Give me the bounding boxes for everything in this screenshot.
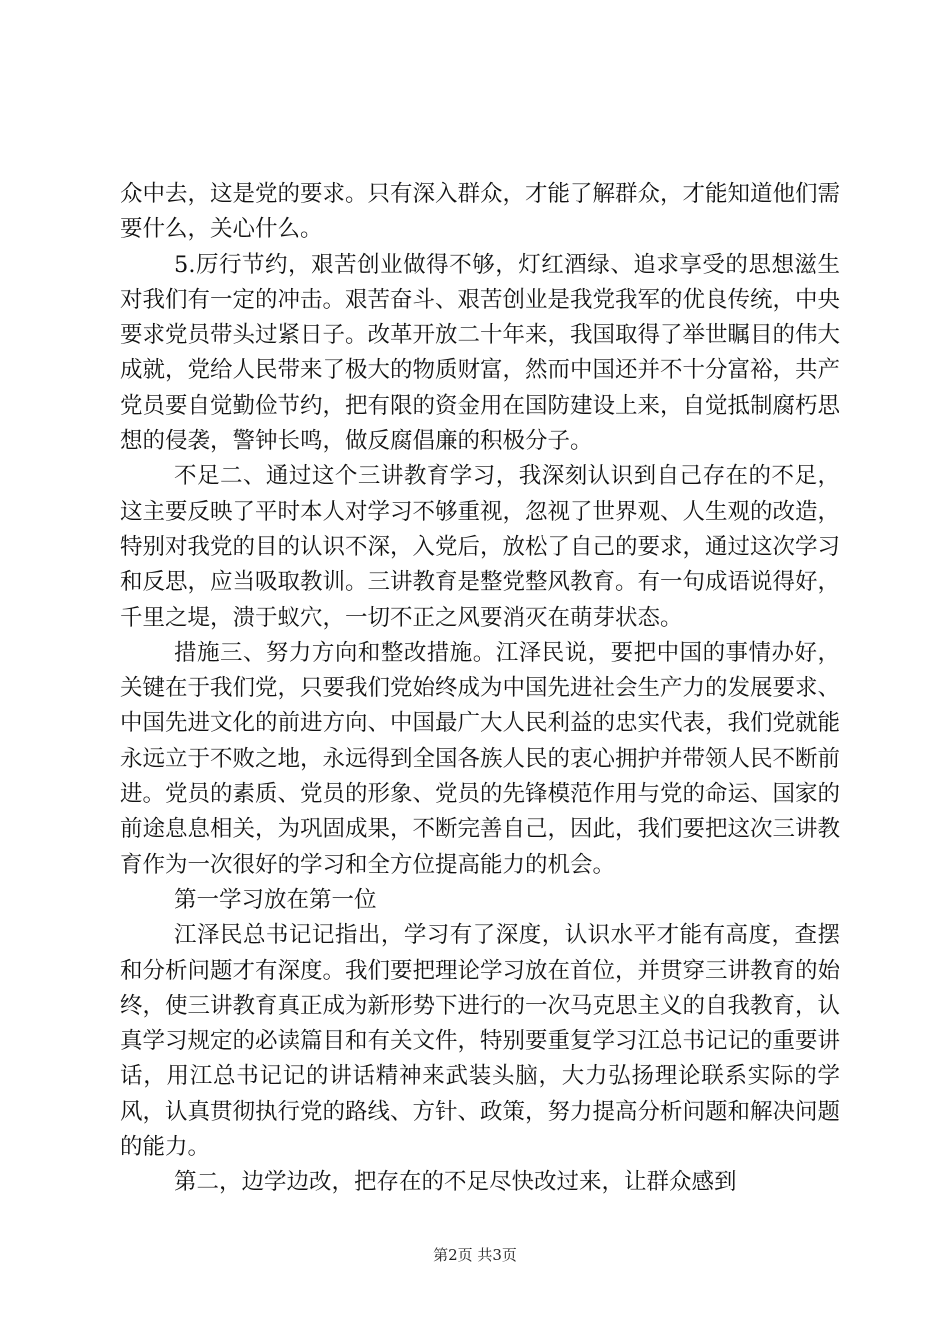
paragraph-3: 不足二、通过这个三讲教育学习，我深刻认识到自己存在的不足，这主要反映了平时本人对学习不够重视，忽视了世界观、人生观的改造，特别对我党的目的认识不深，入党后，放松了自己的要求，通过这次学习和反思，应当吸取教训。三讲教育是整党整风教育。有一句成语说得好，千里之堤，溃于蚁穴，一切不正之风要消灭在萌芽状态。 <box>120 463 841 631</box>
page-footer: 第2页 共3页 <box>433 1246 517 1264</box>
section-heading-1: 第一学习放在第一位 <box>174 886 377 913</box>
paragraph-2: 5.厉行节约，艰苦创业做得不够，灯红酒绿、追求享受的思想滋生对我们有一定的冲击。艰苦奋斗、艰苦创业是我党我军的优良传统，中央要求党员带头过紧日子。改革开放二十年来，我国取得了举世瞩目的伟大成就，党给人民带来了极大的物质财富，然而中国还并不十分富裕，共产党员要自觉勤俭节约，把有限的资金用在国防建设上来，自觉抵制腐朽思想的侵袭，警钟长鸣，做反腐倡廉的积极分子。 <box>120 251 841 455</box>
paragraph-5: 江泽民总书记记指出，学习有了深度，认识水平才能有高度，查摆和分析问题才有深度。我们要把理论学习放在首位，并贯穿三讲教育的始终，使三讲教育真正成为新形势下进行的一次马克思主义的自我教育，认真学习规定的必读篇目和有关文件，特别要重复学习江总书记记的重要讲话，用江总书记记的讲话精神来武装头脑，大力弘扬理论联系实际的学风，认真贯彻执行党的路线、方针、政策，努力提高分析问题和解决问题的能力。 <box>120 922 841 1161</box>
document-body <box>120 177 840 1201</box>
paragraph-6: 第二，边学边改，把存在的不足尽快改过来，让群众感到 <box>174 1169 737 1196</box>
paragraph-4: 措施三、努力方向和整改措施。江泽民说，要把中国的事情办好，关键在于我们党，只要我们党始终成为中国先进社会生产力的发展要求、中国先进文化的前进方向、中国最广大人民利益的忠实代表，我们党就能永远立于不败之地，永远得到全国各族人民的衷心拥护并带领人民不断前进。党员的素质、党员的形象、党员的先锋模范作用与党的命运、国家的前途息息相关，为巩固成果，不断完善自己，因此，我们要把这次三讲教育作为一次很好的学习和全方位提高能力的机会。 <box>120 639 841 878</box>
paragraph-1: 众中去，这是党的要求。只有深入群众，才能了解群众，才能知道他们需要什么，关心什么。 <box>120 181 841 243</box>
